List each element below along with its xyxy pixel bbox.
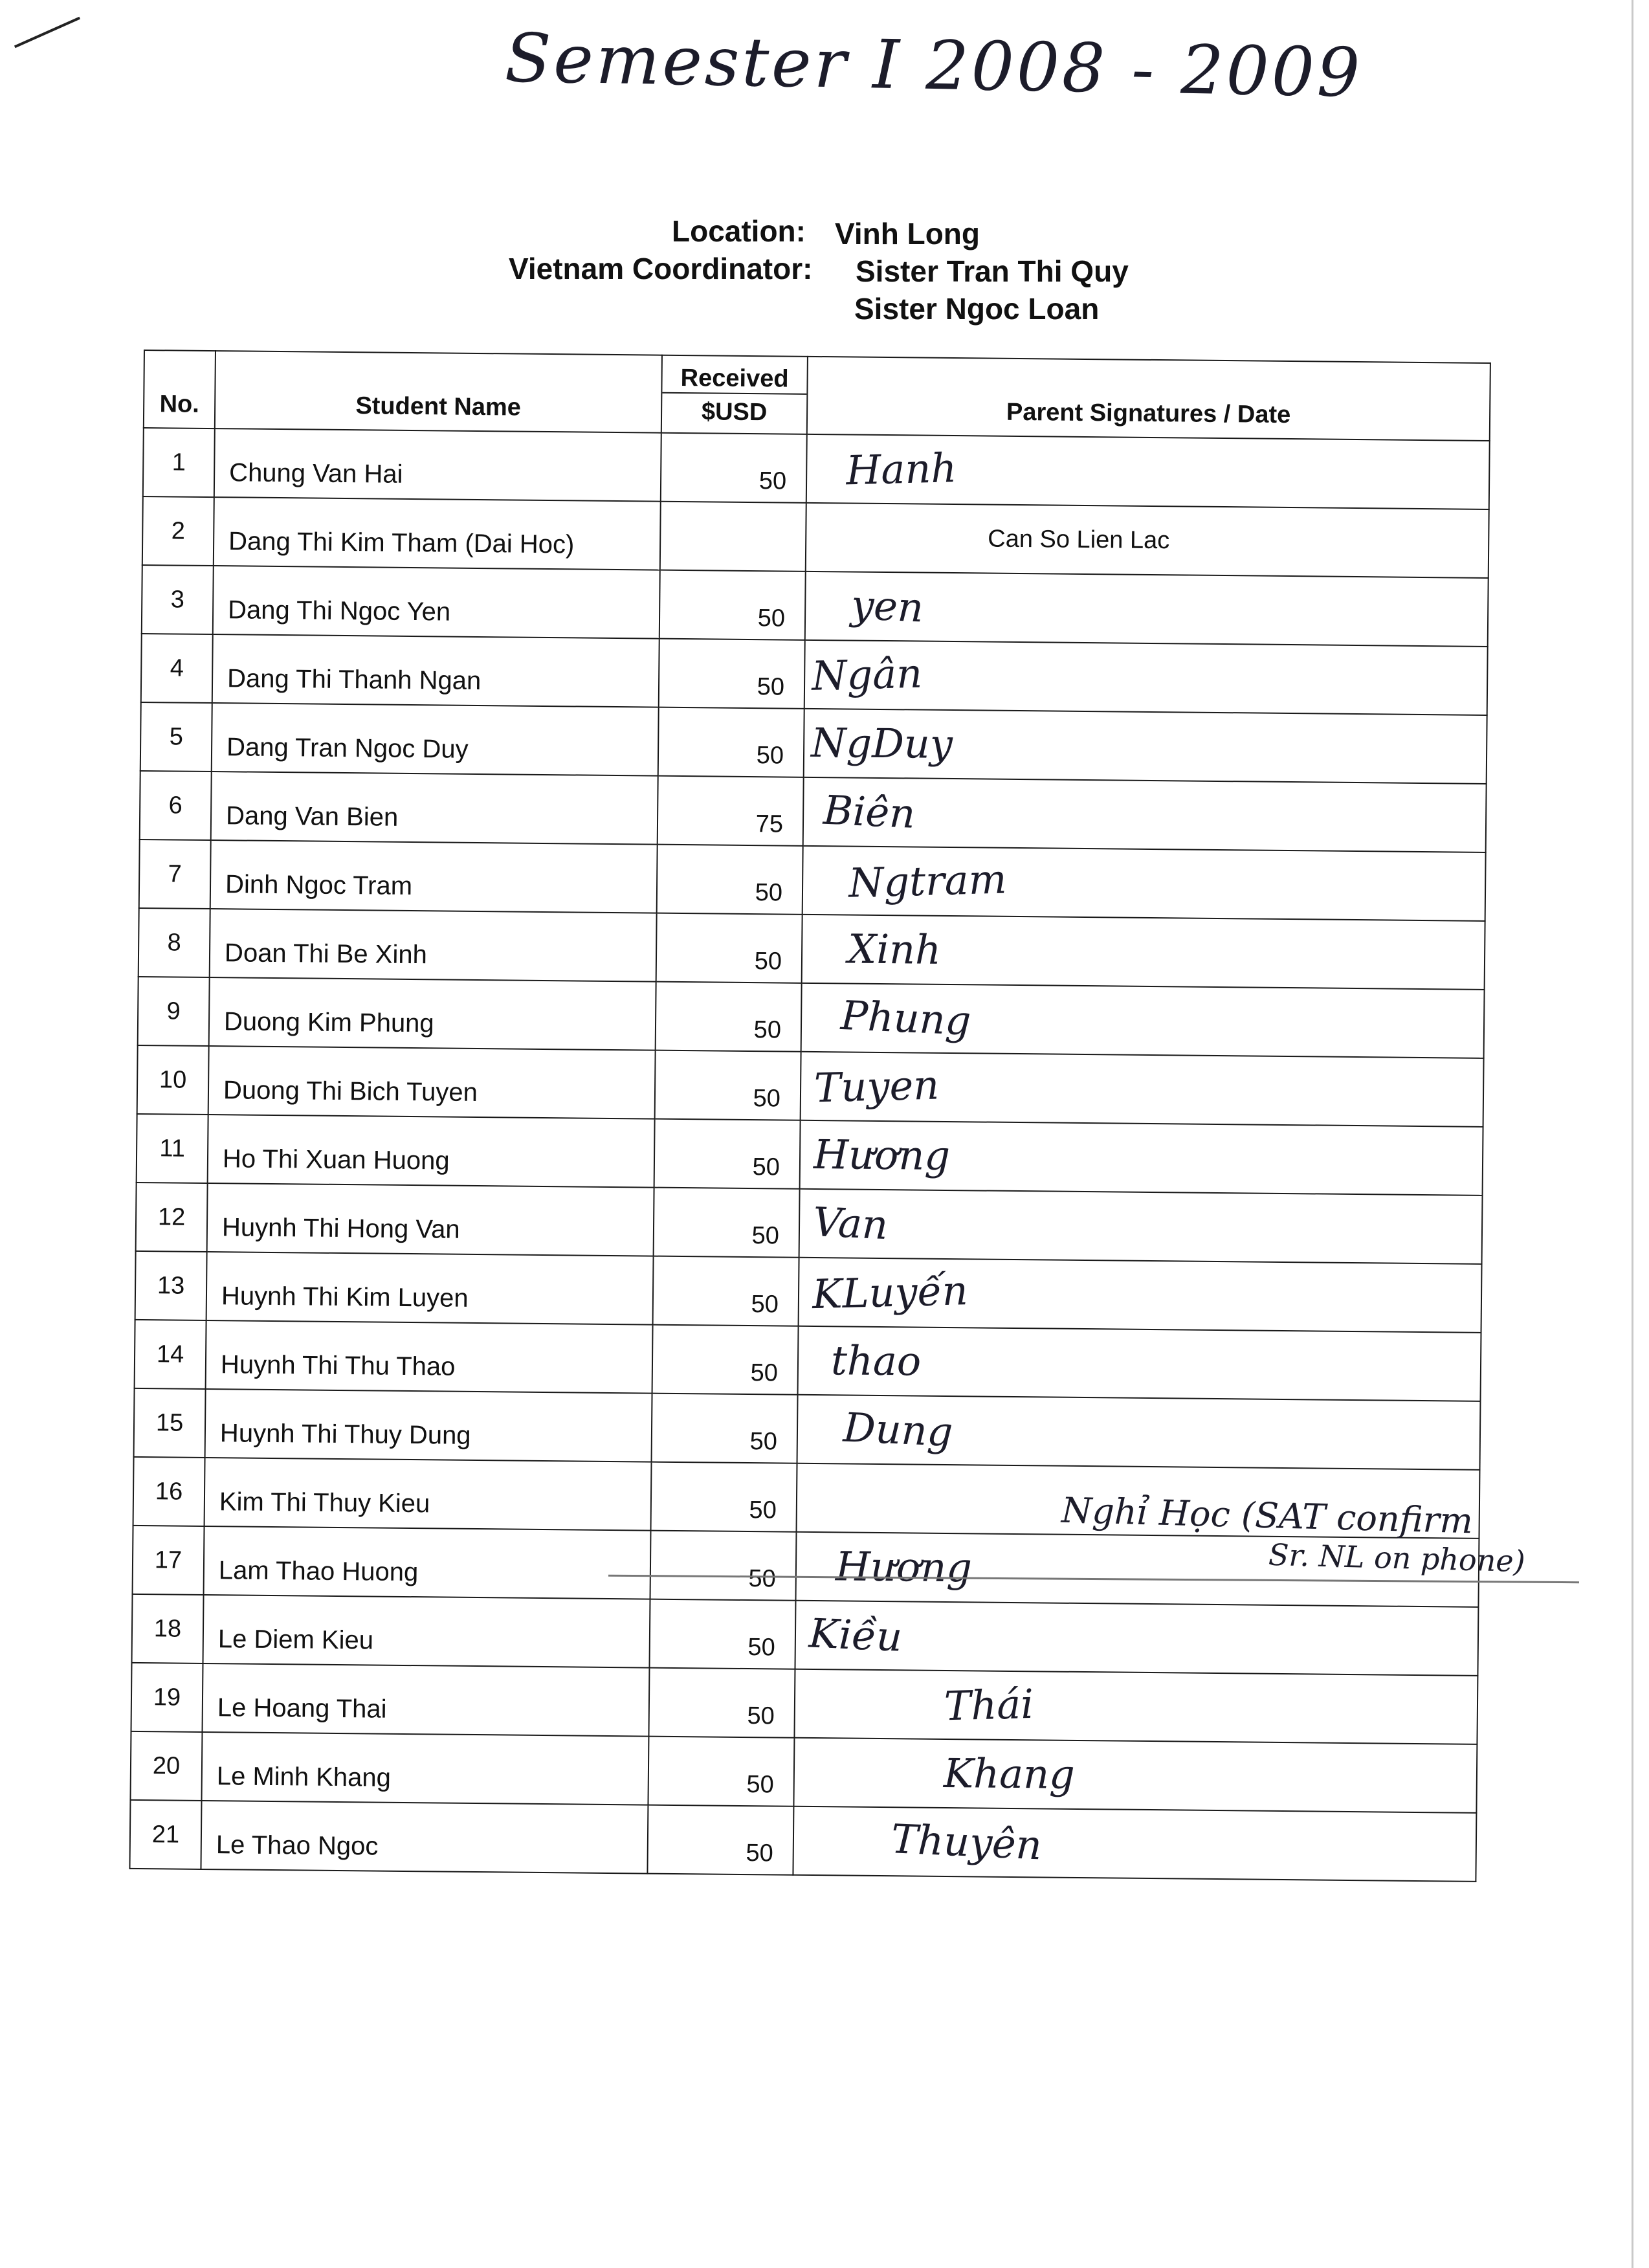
table-row: [137, 1045, 1484, 1127]
row-number: 8: [138, 908, 210, 977]
table-header-row: [144, 350, 1490, 441]
received-amount: 50: [655, 1051, 801, 1120]
row-number: 6: [140, 771, 212, 840]
received-amount: 50: [649, 1599, 795, 1669]
handwritten-signature: Ngtram: [848, 855, 1008, 907]
header-received: Received: [662, 356, 807, 395]
header-parent-signatures: Parent Signatures / Date: [807, 357, 1490, 441]
parent-signature-cell: [794, 1669, 1477, 1744]
row-number: 3: [142, 565, 214, 634]
row-number: 21: [129, 1800, 201, 1869]
student-name: Huynh Thi Thuy Dung: [205, 1389, 652, 1462]
handwritten-signature: Dung: [842, 1403, 954, 1456]
received-amount: 50: [657, 845, 803, 915]
page-edge-shadow: [1632, 0, 1633, 2268]
signature-note: Can So Lien Lac: [988, 525, 1170, 554]
student-name: Dang Tran Ngoc Duy: [212, 703, 659, 776]
roster-sheet: [129, 350, 1496, 1877]
handwritten-signature: Khang: [943, 1749, 1076, 1798]
row-number: 5: [140, 702, 212, 772]
handwritten-signature: Phung: [839, 991, 972, 1045]
row-number: 12: [136, 1183, 208, 1252]
handwritten-signature: Hương: [835, 1542, 973, 1592]
parent-signature-cell: [804, 709, 1487, 784]
received-amount: 50: [648, 1668, 795, 1738]
parent-signature-cell: [803, 777, 1487, 852]
table-row: [132, 1594, 1479, 1676]
table-row: [140, 702, 1487, 784]
table-row: [137, 1114, 1483, 1195]
parent-signature-cell: [793, 1807, 1476, 1882]
student-name: Dang Van Bien: [211, 772, 658, 845]
handwritten-signature: Thái: [944, 1680, 1034, 1730]
roster-body: [129, 428, 1489, 1882]
header-usd: $USD: [701, 397, 768, 426]
received-amount: 50: [656, 913, 802, 983]
student-name: Dang Thi Kim Tham (Dai Hoc): [214, 497, 661, 570]
table-row: [129, 1800, 1476, 1882]
received-amount: 50: [651, 1462, 797, 1532]
handwritten-signature: NgDuy: [810, 718, 953, 768]
student-roster-table: [129, 350, 1490, 1882]
corner-pen-mark: [14, 17, 80, 48]
student-name: Huynh Thi Kim Luyen: [206, 1252, 654, 1325]
row-number: 7: [139, 839, 211, 909]
student-name: Duong Kim Phung: [209, 977, 656, 1051]
student-name: Dang Thi Ngoc Yen: [213, 566, 660, 639]
handwritten-signature: yen: [850, 581, 925, 632]
received-amount: 50: [648, 1737, 794, 1807]
parent-signature-cell: [805, 572, 1489, 647]
handwritten-signature: Kiều: [808, 1609, 903, 1661]
student-name: Le Hoang Thai: [203, 1663, 650, 1737]
table-row: [143, 428, 1490, 509]
parent-signature-cell: [806, 503, 1489, 578]
table-row: [134, 1388, 1481, 1470]
received-amount: 50: [654, 1119, 801, 1189]
parent-signature-cell: [806, 434, 1490, 509]
parent-signature-cell: [802, 846, 1486, 921]
table-row: [135, 1251, 1482, 1333]
parent-signature-cell: [800, 1120, 1483, 1195]
location-label: Location:: [672, 214, 806, 248]
received-amount: 50: [650, 1531, 797, 1601]
received-amount: 50: [652, 1394, 798, 1463]
student-name: Doan Thi Be Xinh: [210, 909, 657, 982]
header-no: No.: [144, 350, 216, 428]
handwritten-signature: thao: [830, 1337, 922, 1385]
row-number: 11: [137, 1114, 208, 1183]
student-name: Dang Thi Thanh Ngan: [212, 634, 659, 707]
table-row: [140, 771, 1487, 852]
student-name: Huynh Thi Thu Thao: [206, 1320, 653, 1394]
student-name: Lam Thao Huong: [204, 1526, 651, 1599]
coordinator-name-2: Sister Ngoc Loan: [854, 292, 1100, 326]
row-number: 16: [133, 1457, 205, 1526]
row-number: 9: [138, 977, 210, 1046]
student-name: Le Diem Kieu: [203, 1595, 650, 1668]
parent-signature-cell: [797, 1395, 1481, 1470]
parent-signature-cell: [802, 915, 1485, 990]
received-amount: 50: [652, 1325, 799, 1395]
student-name: Kim Thi Thuy Kieu: [205, 1458, 652, 1531]
parent-signature-cell: [804, 640, 1488, 715]
received-amount: 50: [653, 1256, 799, 1326]
received-amount: 50: [658, 707, 804, 777]
row-number: 2: [142, 496, 214, 566]
table-row: [135, 1320, 1481, 1401]
student-name: Dinh Ngoc Tram: [210, 840, 658, 913]
handwritten-signature: Thuyên: [890, 1815, 1043, 1869]
row-number: 13: [135, 1251, 207, 1320]
student-name: Ho Thi Xuan Huong: [208, 1115, 655, 1188]
student-name: Chung Van Hai: [214, 428, 661, 502]
received-amount: 50: [659, 570, 806, 640]
handwritten-signature: KLuyến: [812, 1267, 969, 1318]
row-number: 19: [131, 1663, 203, 1732]
received-amount: 50: [647, 1805, 793, 1875]
parent-signature-cell: [798, 1326, 1481, 1401]
row-number: 17: [133, 1526, 205, 1595]
row-number: 14: [135, 1320, 206, 1389]
row-number: 18: [132, 1594, 204, 1663]
received-amount: [660, 502, 806, 572]
received-amount: 50: [661, 433, 807, 503]
table-row: [138, 908, 1485, 990]
margin-note-line-2: Sr. NL on phone): [1268, 1537, 1526, 1579]
student-name: Duong Thi Bich Tuyen: [208, 1046, 656, 1119]
row-number: 10: [137, 1045, 209, 1115]
row-number: 20: [130, 1731, 202, 1801]
parent-signature-cell: [801, 1052, 1484, 1127]
table-row: [131, 1663, 1478, 1744]
parent-signature-cell: [793, 1738, 1477, 1813]
table-row: [142, 496, 1489, 578]
received-amount: 50: [654, 1188, 800, 1258]
row-number: 4: [141, 634, 213, 703]
parent-signature-cell: [799, 1258, 1482, 1333]
parent-signature-cell: [799, 1189, 1483, 1264]
student-name: Huynh Thi Hong Van: [207, 1183, 654, 1256]
table-row: [136, 1183, 1483, 1264]
table-row: [130, 1731, 1477, 1813]
handwritten-signature: Hanh: [845, 444, 958, 495]
student-name: Le Minh Khang: [201, 1732, 648, 1805]
margin-note-line-1: Nghỉ Học (SAT confirm: [1061, 1489, 1474, 1542]
handwritten-semester-title: Semester I 2008 - 2009: [504, 18, 1364, 113]
table-row: [139, 839, 1486, 921]
received-amount: 75: [658, 776, 804, 846]
location-value: Vinh Long: [835, 217, 980, 250]
parent-signature-cell: [801, 983, 1485, 1058]
table-row: [141, 634, 1488, 715]
table-row: [142, 565, 1489, 647]
table-row: [138, 977, 1485, 1058]
row-number: 1: [143, 428, 215, 497]
header-received-usd: [661, 355, 808, 434]
coordinator-label: Vietnam Coordinator:: [509, 252, 813, 285]
received-amount: 50: [659, 639, 805, 709]
student-name: Le Thao Ngoc: [201, 1801, 648, 1874]
header-student-name: Student Name: [215, 351, 662, 433]
row-number: 15: [134, 1388, 206, 1458]
handwritten-signature: Tuyen: [813, 1061, 940, 1112]
handwritten-signature: Ngân: [811, 649, 923, 700]
handwritten-signature: Xinh: [847, 925, 942, 973]
parent-signature-cell: [795, 1601, 1478, 1676]
handwritten-signature: Van: [812, 1198, 889, 1249]
received-amount: 50: [656, 982, 802, 1052]
coordinator-name-1: Sister Tran Thi Quy: [856, 254, 1129, 288]
handwritten-signature: Biên: [822, 786, 916, 838]
handwritten-signature: Hương: [813, 1130, 951, 1180]
